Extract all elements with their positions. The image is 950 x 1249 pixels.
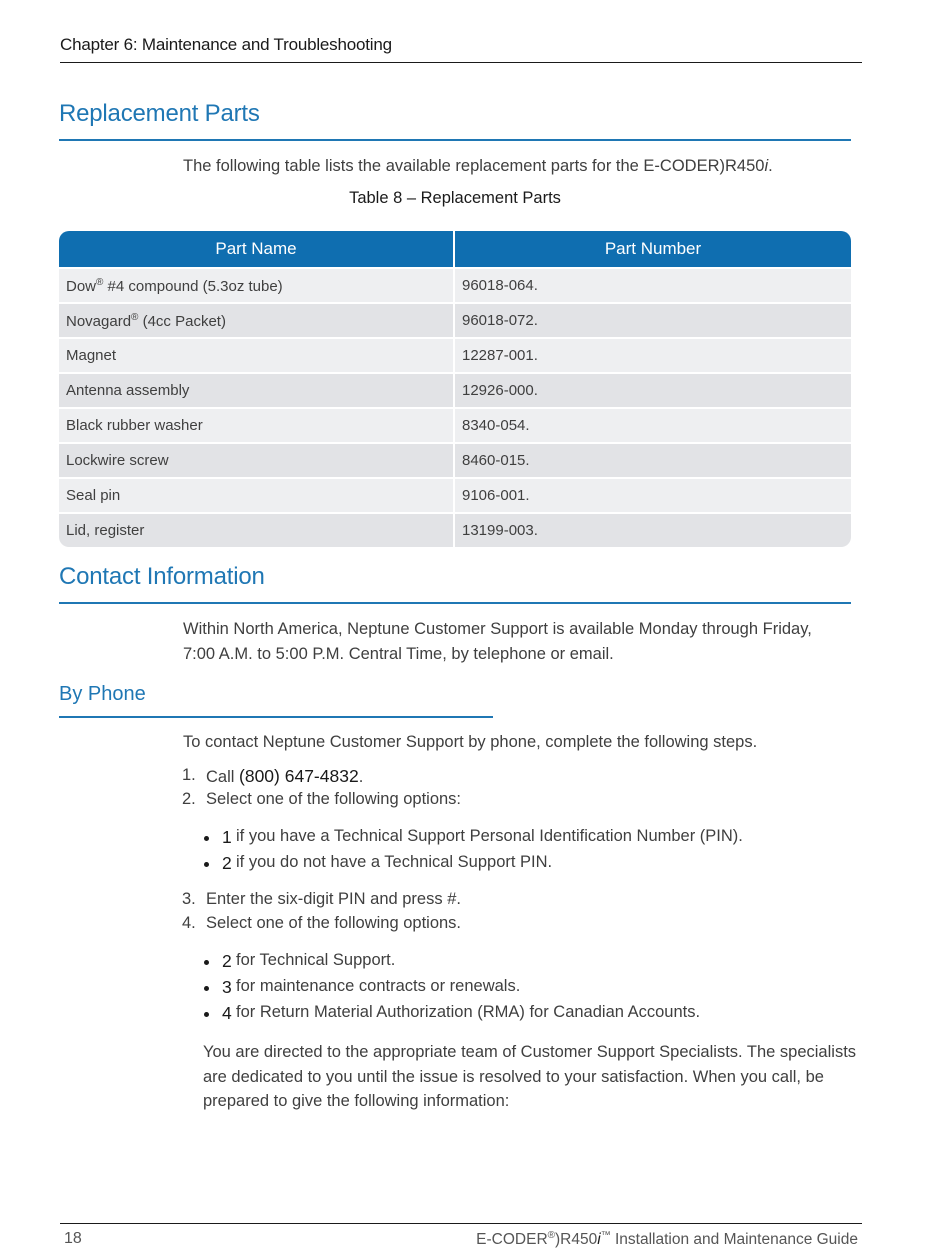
part-name-cell: Seal pin xyxy=(59,477,453,512)
step-text: Select one of the following options: xyxy=(206,790,462,808)
chapter-title: Chapter 6: Maintenance and Troubleshooting xyxy=(60,35,392,54)
footer-divider xyxy=(60,1223,862,1224)
step-number: 3. xyxy=(182,890,196,908)
registered-mark: ® xyxy=(96,276,104,288)
part-number-cell: 9106-001. xyxy=(453,477,851,512)
intro-text: The following table lists the available replacement parts for the E-CODER)R450 xyxy=(183,157,765,175)
replacement-parts-heading-text: Replacement Parts xyxy=(59,100,260,127)
bullet-icon xyxy=(204,862,209,867)
column-header-part-name: Part Name xyxy=(59,231,453,267)
footer-title-prefix: E-CODER xyxy=(476,1231,548,1249)
option-text: for Technical Support. xyxy=(236,951,396,969)
part-name-cell xyxy=(59,267,453,302)
closing-paragraph xyxy=(203,1040,856,1114)
registered-mark: ® xyxy=(547,1230,556,1241)
bullet-icon xyxy=(204,836,209,841)
table-row xyxy=(59,477,851,512)
part-number-cell: 96018-072. xyxy=(453,302,851,337)
footer-guide-title xyxy=(476,1230,858,1249)
option-key: 2 xyxy=(222,853,232,873)
intro-suffix: . xyxy=(768,157,773,175)
contact-line-1: Within North America, Neptune Customer Support is available Monday through Friday, xyxy=(183,620,812,638)
part-name-cell: Lockwire screw xyxy=(59,442,453,477)
phone-number: (800) 647-4832 xyxy=(239,766,359,786)
option-text: if you do not have a Technical Support PIN. xyxy=(236,853,553,871)
step-number: 1. xyxy=(182,766,196,784)
option-text: if you have a Technical Support Personal Identification Number (PIN). xyxy=(236,827,743,845)
part-name: Novagard xyxy=(66,312,132,330)
trademark-mark: ™ xyxy=(600,1230,611,1241)
closing-line-2: are dedicated to you until the issue is resolved to your satisfaction. When you call, be xyxy=(203,1067,824,1086)
option-text: for maintenance contracts or renewals. xyxy=(236,977,521,995)
step-text xyxy=(206,766,363,787)
option-text: for Return Material Authorization (RMA) for Canadian Accounts. xyxy=(236,1003,701,1021)
table-row xyxy=(59,267,851,302)
contact-heading-text: Contact Information xyxy=(59,563,265,590)
table-row xyxy=(59,512,851,547)
part-name-rest: #4 compound (5.3oz tube) xyxy=(103,277,283,295)
by-phone-heading xyxy=(59,683,493,718)
table-header-row xyxy=(59,231,851,267)
contact-information-heading xyxy=(59,563,851,604)
part-name-cell xyxy=(59,302,453,337)
part-name-cell: Magnet xyxy=(59,337,453,372)
column-header-part-number: Part Number xyxy=(453,231,851,267)
replacement-intro xyxy=(183,154,773,179)
contact-paragraph xyxy=(183,617,812,666)
footer-title-italic: i xyxy=(597,1231,601,1249)
step-number: 2. xyxy=(182,790,196,808)
bullet-icon xyxy=(204,1012,209,1017)
table-row xyxy=(59,372,851,407)
option-key: 3 xyxy=(222,977,232,997)
step-text: Select one of the following options. xyxy=(206,914,462,932)
step-text: Enter the six-digit PIN and press #. xyxy=(206,890,461,908)
table-row xyxy=(59,442,851,477)
by-phone-heading-text: By Phone xyxy=(59,683,146,705)
chapter-header xyxy=(60,34,862,63)
part-number-cell: 12287-001. xyxy=(453,337,851,372)
part-number-cell: 8340-054. xyxy=(453,407,851,442)
bullet-icon xyxy=(204,986,209,991)
table-row xyxy=(59,407,851,442)
part-name-cell: Antenna assembly xyxy=(59,372,453,407)
step-1-prefix: Call xyxy=(206,768,240,786)
option-key: 4 xyxy=(222,1003,232,1023)
footer-title-suffix: Installation and Maintenance Guide xyxy=(610,1231,858,1249)
option-key: 1 xyxy=(222,827,232,847)
bullet-icon xyxy=(204,960,209,965)
table-row xyxy=(59,302,851,337)
table-caption: Table 8 – Replacement Parts xyxy=(349,189,561,207)
replacement-parts-heading xyxy=(59,100,851,141)
part-number-cell: 8460-015. xyxy=(453,442,851,477)
part-name: Dow xyxy=(66,277,97,295)
footer-title-model: )R450 xyxy=(555,1231,598,1249)
replacement-parts-table xyxy=(59,231,851,547)
part-number-cell: 13199-003. xyxy=(453,512,851,547)
table-row xyxy=(59,337,851,372)
intro-italic: i xyxy=(764,157,769,175)
part-name-cell: Black rubber washer xyxy=(59,407,453,442)
phone-intro: To contact Neptune Customer Support by phone, complete the following steps. xyxy=(183,733,758,751)
step-1-suffix: . xyxy=(358,768,364,786)
part-number-cell: 12926-000. xyxy=(453,372,851,407)
closing-line-3: prepared to give the following information: xyxy=(203,1092,510,1110)
page-number: 18 xyxy=(64,1230,82,1247)
part-name-rest: (4cc Packet) xyxy=(138,312,226,330)
option-key: 2 xyxy=(222,951,232,971)
registered-mark: ® xyxy=(131,311,139,323)
contact-line-2: 7:00 A.M. to 5:00 P.M. Central Time, by telephone or email. xyxy=(183,644,614,663)
step-number: 4. xyxy=(182,914,196,932)
closing-line-1: You are directed to the appropriate team of Customer Support Specialists. The specialists xyxy=(203,1043,857,1061)
part-number-cell: 96018-064. xyxy=(453,267,851,302)
part-name-cell: Lid, register xyxy=(59,512,453,547)
